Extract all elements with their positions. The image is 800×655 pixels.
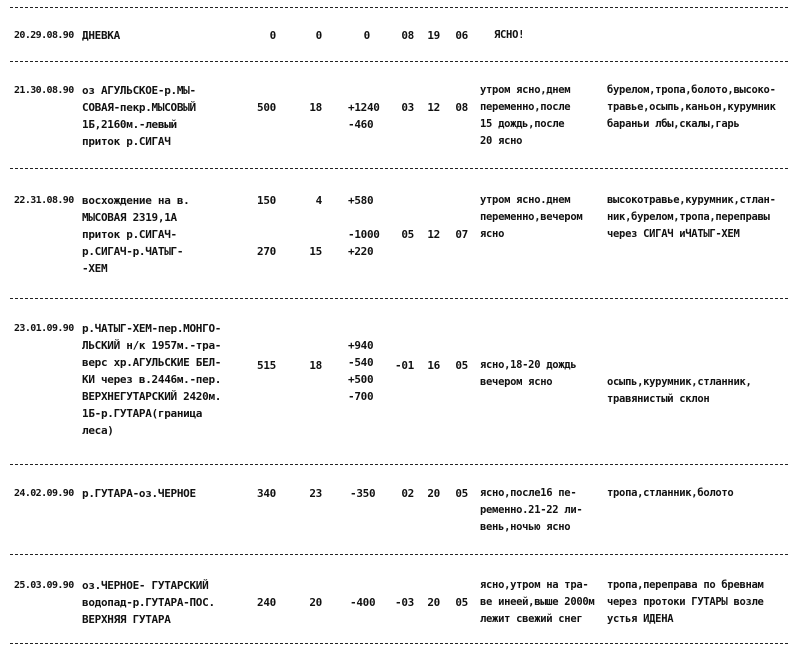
row-separator [10, 61, 788, 62]
row-1-elevation: 0 [363, 29, 370, 42]
row-6-elevation: -400 [350, 596, 376, 609]
row-1-weather: ЯСНО! [494, 29, 525, 41]
row-5-temp-2: 20 [427, 487, 440, 500]
row-2-obstacles: бурелом,тропа,болото,высоко- травье,осыпь,каньон,курумник бараньи лбы,скалы,гарь [607, 84, 776, 130]
row-5-time: 23 [309, 487, 322, 500]
row-2-elevation: +1240 -460 [348, 101, 380, 131]
row-3-weather: утром ясно.днем переменно,вечером ясно [480, 194, 583, 240]
row-6-distance: 240 [257, 596, 276, 609]
row-1-route: ДНЕВКА [82, 29, 120, 42]
row-3-temp-1: 05 [401, 228, 414, 241]
row-4-temp-1: -01 [395, 359, 414, 372]
row-3-obstacles: высокотравье,курумник,стлан- ник,бурелом,тропа,переправы через СИГАЧ иЧАТЫГ-ХЕМ [607, 194, 776, 240]
row-6-weather: ясно,утром на тра- ве инеей,выше 2000м лежит свежий снег [480, 579, 595, 625]
row-4-date: 23.01.09.90 [14, 323, 74, 334]
row-5-elevation: -350 [350, 487, 376, 500]
row-1-distance: 0 [269, 29, 276, 42]
row-3-route: восхождение на в. МЫСОВАЯ 2319,1А приток р.СИГАЧ- р.СИГАЧ-р.ЧАТЫГ- -ХЕМ [82, 194, 190, 275]
row-2-temp-3: 08 [455, 101, 468, 114]
row-separator [10, 464, 788, 465]
row-4-elevation: +940 -540 +500 -700 [348, 339, 374, 403]
row-4-distance: 515 [257, 359, 276, 372]
row-separator [10, 643, 788, 644]
row-4-route: р.ЧАТЫГ-ХЕМ-пер.МОНГО- ЛЬСКИЙ н/к 1957м.-тра- верс хр.АГУЛЬСКИЕ БЕЛ- КИ через в.2446м.-пер. ВЕРХНЕГУТАРСКИЙ 2420м. 1Б-р.ГУТАРА(граница леса) [82, 322, 222, 437]
row-1-temp-1: 08 [401, 29, 414, 42]
row-5-date: 24.02.09.90 [14, 488, 74, 499]
row-2-date: 21.30.08.90 [14, 85, 74, 96]
row-5-temp-1: 02 [401, 487, 414, 500]
row-2-temp-1: 03 [401, 101, 414, 114]
row-6-obstacles: тропа,переправа по бревнам через протоки ГУТАРЫ возле устья ИДЕНА [607, 579, 764, 625]
row-4-time: 18 [309, 359, 322, 372]
row-6-date: 25.03.09.90 [14, 580, 74, 591]
row-5-temp-3: 05 [455, 487, 468, 500]
row-2-route: оз АГУЛЬСКОЕ-р.МЫ- СОВАЯ-пекр.МЫСОВЫЙ 1Б,2160м.-левый приток р.СИГАЧ [82, 84, 196, 148]
row-2-temp-2: 12 [427, 101, 440, 114]
row-separator [10, 298, 788, 299]
row-separator [10, 7, 788, 8]
row-6-route: оз.ЧЕРНОЕ- ГУТАРСКИЙ водопад-р.ГУТАРА-ПОС. ВЕРХНЯЯ ГУТАРА [82, 579, 215, 626]
row-4-temp-2: 16 [427, 359, 440, 372]
row-4-obstacles: осыпь,курумник,стланник, травянистый склон [607, 376, 752, 405]
row-1-date: 20.29.08.90 [14, 30, 74, 41]
row-5-route: р.ГУТАРА-оз.ЧЕРНОЕ [82, 487, 196, 500]
row-4-temp-3: 05 [455, 359, 468, 372]
row-separator [10, 168, 788, 169]
row-3-distance: 150 270 [257, 194, 276, 258]
row-3-date: 22.31.08.90 [14, 195, 74, 206]
row-5-distance: 340 [257, 487, 276, 500]
row-1-time: 0 [315, 29, 322, 42]
row-6-time: 20 [309, 596, 322, 609]
row-6-temp-1: -03 [395, 596, 414, 609]
row-1-temp-2: 19 [427, 29, 440, 42]
row-5-weather: ясно,после16 пе- ременно.21-22 ли- вень,ночью ясно [480, 487, 583, 533]
row-3-temp-2: 12 [427, 228, 440, 241]
row-6-temp-3: 05 [455, 596, 468, 609]
row-3-time: 4 15 [309, 194, 322, 258]
row-2-weather: утром ясно,днем переменно,после 15 дождь,после 20 ясно [480, 84, 571, 147]
row-3-elevation: +580 -1000 +220 [348, 194, 380, 258]
row-6-temp-2: 20 [427, 596, 440, 609]
row-2-distance: 500 [257, 101, 276, 114]
row-4-weather: ясно,18-20 дождь вечером ясно [480, 359, 577, 388]
row-3-temp-3: 07 [455, 228, 468, 241]
row-5-obstacles: тропа,стланник,болото [607, 487, 734, 499]
row-1-temp-3: 06 [455, 29, 468, 42]
row-2-time: 18 [309, 101, 322, 114]
row-separator [10, 554, 788, 555]
